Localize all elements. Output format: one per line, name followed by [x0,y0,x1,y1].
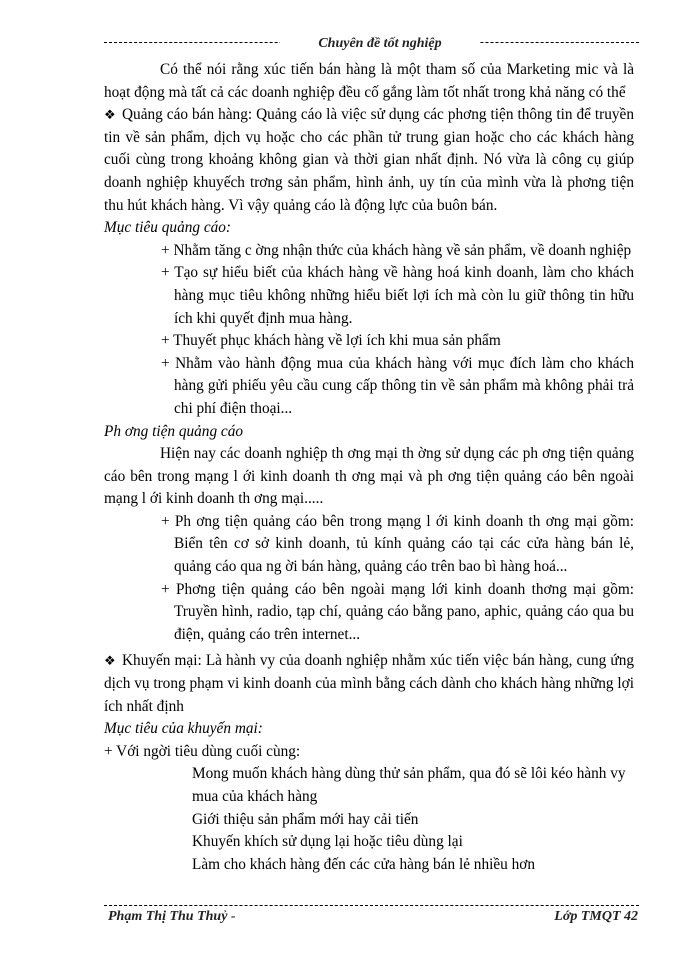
footer-rule [104,905,639,906]
consumer-goal-item: Khuyến khích sử dụng lại hoặc tiêu dùng lại [192,833,463,851]
media-intro-paragraph: Hiện nay các doanh nghiệp th ơng mại th ờng sử dụng các ph ơng tiện quảng cáo bên trong mạng l ới kinh doanh th ơng mại và ph ơng tiện quảng cáo bên ngoài mạng l ới kinh doanh th ơng mại..... [104,445,634,508]
ads-goal-item: + Tạo sự hiểu biết của khách hàng về hàng hoá kinh doanh, làm cho khách hàng mục tiêu không những hiểu biết lợi ích mà còn lu giữ thông tin hữu ích khi quyết định mua hàng. [161,264,634,327]
media-item: + Ph ơng tiện quảng cáo bên trong mạng l ới kinh doanh th ơng mại gồm: Biển tên cơ sở kinh doanh, tủ kính quảng cáo tại các cửa hàng bán lẻ, quảng cáo qua ng ời bán hàng, quảng cáo trên bao bì hàng hoá... [161,512,634,576]
consumer-goal-item: Làm cho khách hàng đến các cửa hàng bán lẻ nhiều hơn [192,855,535,873]
ads-goal-item: + Nhằm vào hành động mua của khách hàng với mục đích làm cho khách hàng gửi phiếu yêu cầu cung cấp thông tin về sản phẩm mà không phải trả chi phí điện thoại... [161,354,634,417]
promo-bullet-text: Khuyến mại: Là hành vy của doanh nghiệp nhằm xúc tiến việc bán hàng, cung ứng dịch vụ trong phạm vi kinh doanh của mình bằng cách dành cho khách hàng những lợi ích nhất định [104,652,634,715]
diamond-bullet-icon: ❖ [104,107,116,123]
diamond-bullet-icon: ❖ [104,653,116,669]
promo-goal-heading: Mục tiêu của khuyến mại: [104,720,263,738]
ads-goal-item: + Nhằm tăng c ờng nhận thức của khách hàng về sản phẩm, về doanh nghiệp [161,241,632,259]
ads-goal-heading: Mục tiêu quảng cáo: [104,219,232,237]
footer-author: Phạm Thị Thu Thuỷ - [108,909,236,924]
ads-bullet-text: Quảng cáo bán hàng: Quảng cáo là việc sử dụng các phơng tiện thông tin để truyền tin về sản phẩm, dịch vụ hoặc cho các phần tử trung gian hoặc cho các khách hàng cuối cùng trong khoảng không gian và thời gian nhất định. Nó vừa là công cụ giúp doanh nghiệp khuyếch trơng sản phẩm, hình ảnh, uy tín của mình vừa là phơng tiện thu hút khách hàng. Vì vậy quảng cáo là động lực của buôn bán. [104,106,634,214]
intro-paragraph: Có thể nói rằng xúc tiến bán hàng là một tham số của Marketing mic và là hoạt động mà tất cả các doanh nghiệp đều cố gắng làm tốt nhất trong khả năng có thể [104,61,634,101]
document-body [104,59,634,876]
page-header-title: Chuyên đề tốt nghiệp [280,38,480,50]
ads-goal-item: + Thuyết phục khách hàng về lợi ích khi mua sản phẩm [161,332,501,350]
consumer-goal-item: Giới thiệu sản phẩm mới hay cải tiến [192,810,419,828]
promo-bullet-paragraph [104,650,634,718]
consumer-heading: + Với ngời tiêu dùng cuối cùng: [104,742,301,760]
footer-class: Lớp TMQT 42 [554,909,638,924]
media-item: + Phơng tiện quảng cáo bên ngoài mạng lới kinh doanh thơng mại gồm: Truyền hình, radio, tạp chí, quảng cáo bằng pano, aphic, quảng cáo qua bu điện, quảng cáo trên internet... [161,580,634,643]
media-heading: Ph ơng tiện quảng cáo [104,422,244,440]
ads-bullet-paragraph [104,104,634,217]
consumer-goal-item: Mong muốn khách hàng dùng thử sản phẩm, qua đó sẽ lôi kéo hành vy mua của khách hàng [192,765,626,805]
